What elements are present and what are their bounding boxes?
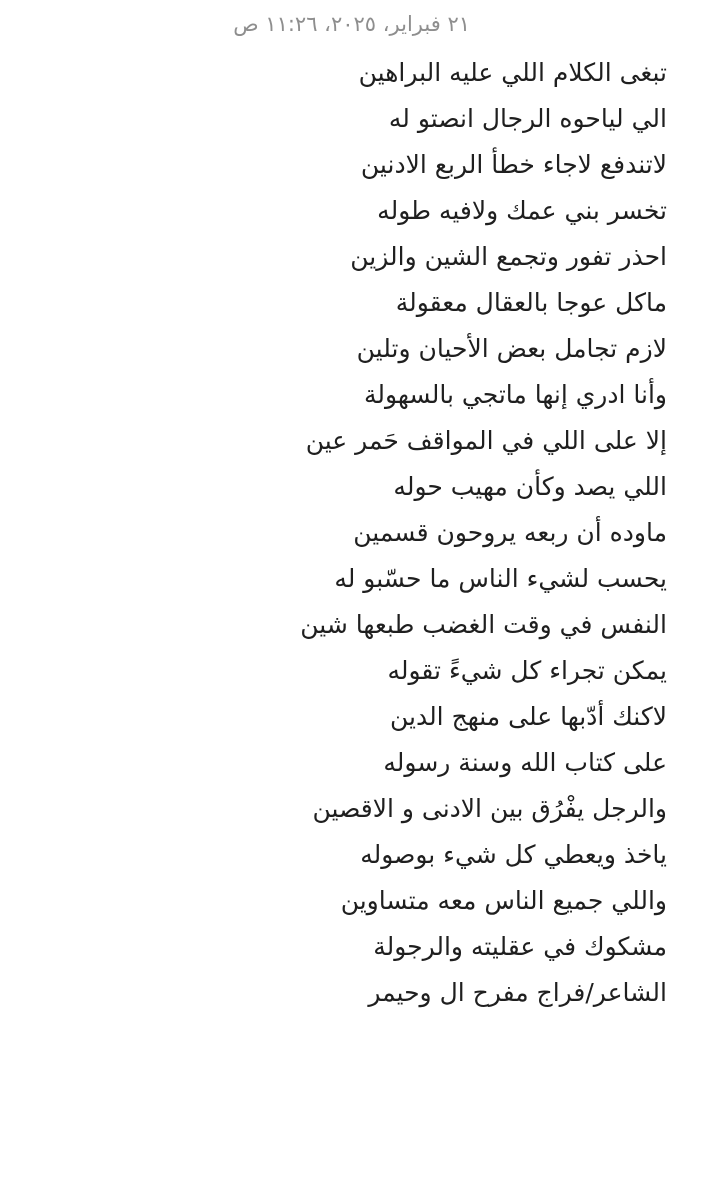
note-line: تخسر بني عمك ولافيه طوله <box>377 196 667 225</box>
note-line: اللي يصد وكأن مهيب حوله <box>393 472 667 501</box>
note-line: احذر تفور وتجمع الشين والزين <box>350 242 667 271</box>
note-line: مشكوك في عقليته والرجولة <box>373 932 667 961</box>
note-line: يحسب لشيء الناس ما حسّبو له <box>334 564 667 593</box>
note-line: الشاعر/فراج مفرح ال وحيمر <box>368 978 667 1007</box>
note-line: على كتاب الله وسنة رسوله <box>383 748 667 777</box>
note-line: والرجل يفْرُق بين الادنى و الاقصين <box>312 794 667 823</box>
note-line: ماوده أن ربعه يروحون قسمين <box>353 518 667 547</box>
note-body[interactable] <box>0 50 667 1016</box>
note-line: لازم تجامل بعض الأحيان وتلين <box>356 334 667 363</box>
note-line: لاكنك أدّبها على منهج الدين <box>389 702 667 731</box>
note-line: النفس في وقت الغضب طبعها شين <box>300 610 667 639</box>
note-timestamp: ٢١ فبراير، ٢٠٢٥، ١١:٢٦ ص <box>233 12 470 36</box>
note-line: تبغى الكلام اللي عليه البراهين <box>358 58 667 87</box>
note-line: لاتندفع لاجاء خطأ الربع الادنين <box>360 150 667 179</box>
note-line: إلا على اللي في المواقف حَمر عين <box>305 426 667 455</box>
note-line: ماكل عوجا بالعقال معقولة <box>395 288 667 317</box>
note-line: واللي جميع الناس معه متساوين <box>340 886 667 915</box>
note-line: ياخذ ويعطي كل شيء بوصوله <box>360 840 667 869</box>
note-line: وأنا ادري إنها ماتجي بالسهولة <box>363 380 667 409</box>
note-line: يمكن تجراء كل شيءً تقوله <box>387 656 667 685</box>
note-line: الي لياحوه الرجال انصتو له <box>388 104 667 133</box>
